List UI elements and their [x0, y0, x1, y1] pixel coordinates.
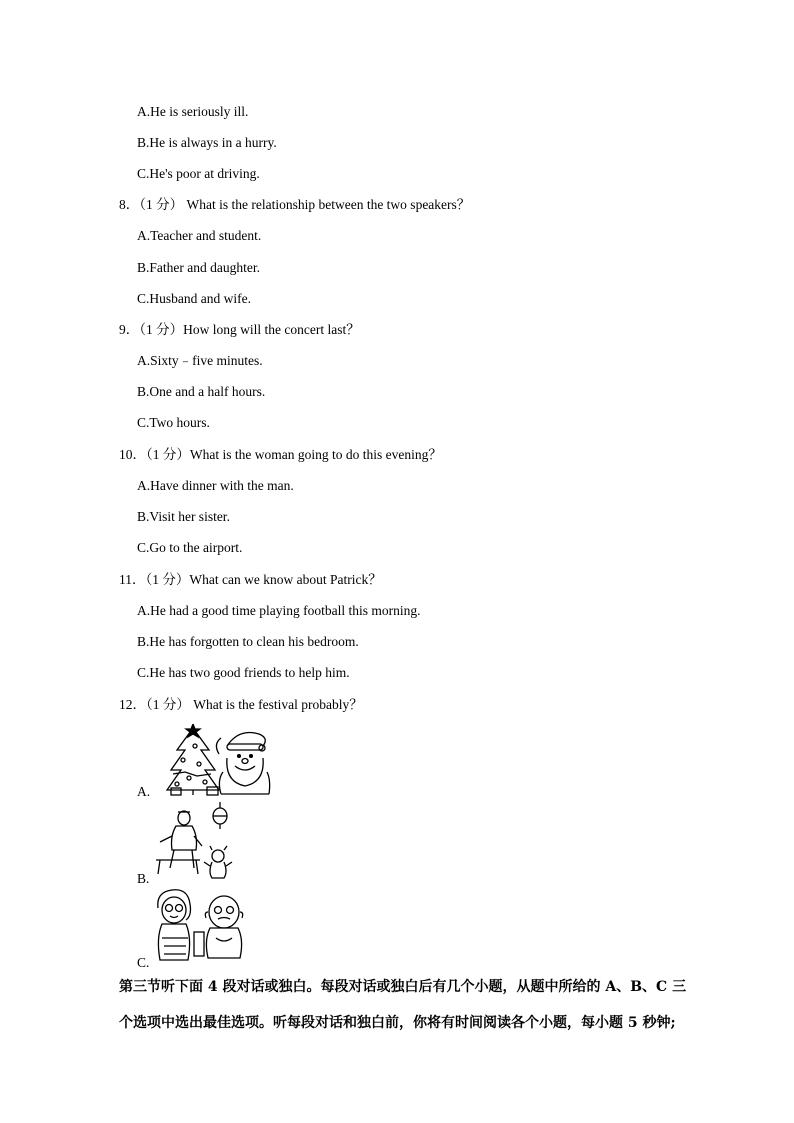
q7-option-c: C.He's poor at driving.: [137, 166, 260, 181]
q8-option-a: A.Teacher and student.: [137, 228, 262, 243]
q9-option-c: C.Two hours.: [137, 415, 210, 430]
elderly-couple-icon: [152, 888, 256, 964]
q12-option-c-label: C.: [137, 955, 150, 970]
q11-option-a: A.He had a good time playing football this morning.: [137, 603, 421, 618]
q8-option-b: B.Father and daughter.: [137, 260, 260, 275]
question-9: 9．（1 分）How long will the concert last？: [119, 322, 360, 337]
q8-option-c: C.Husband and wife.: [137, 291, 251, 306]
q10-option-c: C.Go to the airport.: [137, 540, 243, 555]
q12-option-a-label: A.: [137, 784, 151, 799]
q10-option-b: B.Visit her sister.: [137, 509, 230, 524]
section-heading-line-1: 第三节听下面 4 段对话或独白。每段对话或独白后有几个小题，从题中所给的 A、B、C 三: [119, 979, 687, 995]
q7-option-b: B.He is always in a hurry.: [137, 135, 277, 150]
q12-option-b-label: B.: [137, 871, 150, 886]
christmas-tree-santa-icon: [165, 724, 273, 796]
q10-option-a: A.Have dinner with the man.: [137, 478, 294, 493]
q9-option-a: A.Sixty﹣five minutes.: [137, 353, 263, 368]
q11-option-c: C.He has two good friends to help him.: [137, 665, 350, 680]
q9-option-b: B.One and a half hours.: [137, 384, 266, 399]
question-11: 11．（1 分）What can we know about Patrick？: [119, 572, 382, 587]
section-heading-line-2: 个选项中选出最佳选项。听每段对话和独白前，你将有时间阅读各个小题，每小题 5 秒钟;: [119, 1015, 676, 1031]
question-10: 10．（1 分）What is the woman going to do this evening？: [119, 447, 442, 462]
q11-option-b: B.He has forgotten to clean his bedroom.: [137, 634, 359, 649]
question-8: 8．（1 分） What is the relationship between the two speakers？: [119, 197, 471, 212]
question-12: 12．（1 分） What is the festival probably？: [119, 697, 363, 712]
q7-option-a: A.He is seriously ill.: [137, 104, 249, 119]
lantern-elder-child-icon: [150, 802, 242, 880]
